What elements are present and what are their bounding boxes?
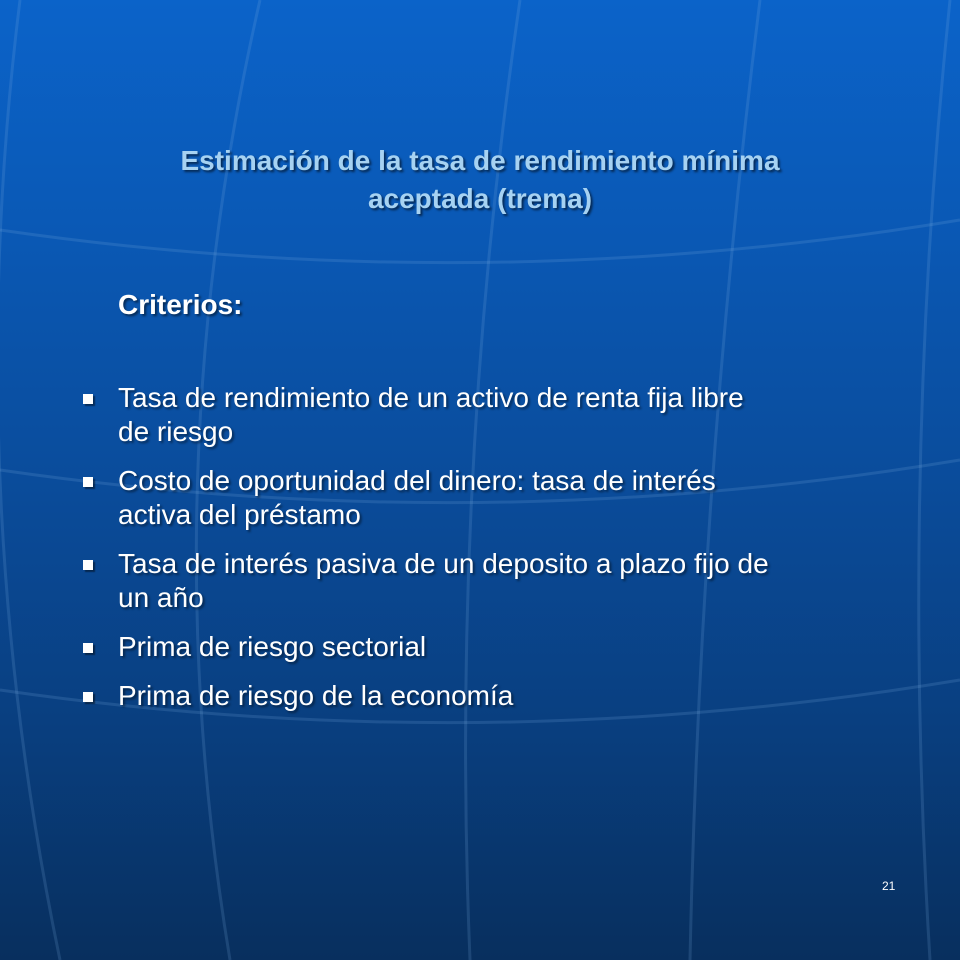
square-bullet-icon xyxy=(83,477,93,487)
list-item xyxy=(80,464,870,532)
page-number: 21 xyxy=(882,879,896,893)
criteria-heading: Criterios: xyxy=(118,289,243,320)
list-item-line-1: Prima de riesgo sectorial xyxy=(118,631,427,662)
list-item-line-1: Tasa de rendimiento de un activo de renta fija libre xyxy=(118,382,744,413)
title-line-2: aceptada (trema) xyxy=(367,183,593,214)
list-item-line-2: un año xyxy=(118,582,204,613)
square-bullet-icon xyxy=(83,643,93,653)
list-item xyxy=(80,679,870,713)
square-bullet-icon xyxy=(83,394,93,404)
meridian-line xyxy=(0,0,60,960)
list-item xyxy=(80,630,870,664)
list-item-line-1: Tasa de interés pasiva de un deposito a plazo fijo de xyxy=(118,548,769,579)
slide-title xyxy=(80,142,880,218)
list-item xyxy=(80,547,870,615)
list-item-line-1: Prima de riesgo de la economía xyxy=(118,680,514,711)
list-item xyxy=(80,381,870,449)
criteria-list xyxy=(80,381,870,728)
list-item-line-2: activa del préstamo xyxy=(118,499,361,530)
parallel-line xyxy=(0,220,960,263)
title-line-1: Estimación de la tasa de rendimiento mínima xyxy=(180,145,780,176)
list-item-line-2: de riesgo xyxy=(118,416,234,447)
list-item-line-1: Costo de oportunidad del dinero: tasa de interés xyxy=(118,465,716,496)
meridian-line xyxy=(919,0,950,960)
square-bullet-icon xyxy=(83,692,93,702)
square-bullet-icon xyxy=(83,560,93,570)
